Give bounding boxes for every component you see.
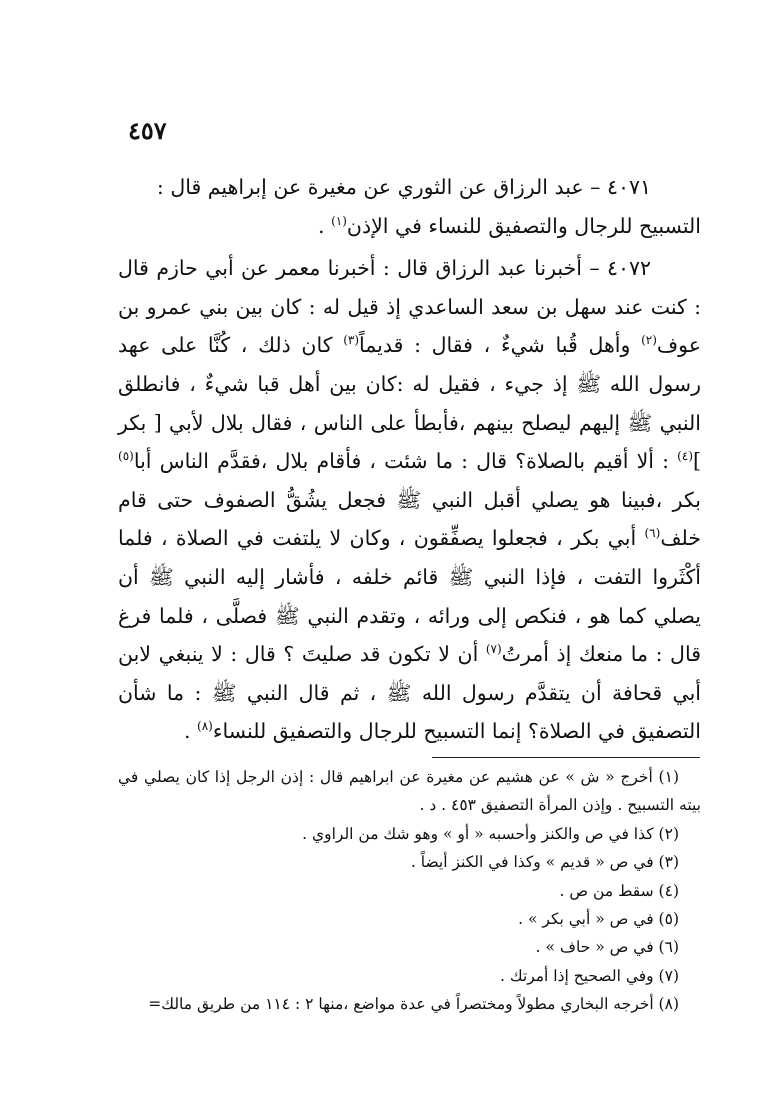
hadith-4072-text: أن لا تكون قد صليتَ ؟ قال : لا ينبغي لابن أبي قحافة أن يتقدَّم رسول الله ﷺ ، ثم قال النبي ﷺ : ما شأن التصفيق في الصلاة؟ إنما التسبيح للرجال والتصفيق للنساء bbox=[118, 642, 701, 744]
footnote-ref-1: (١) bbox=[331, 213, 347, 228]
footnote-6: (٦) في ص « حاف » . bbox=[535, 938, 679, 957]
hadith-4071 bbox=[118, 168, 701, 245]
footnote-2: (٢) كذا في ص والكنز وأحسبه « أو » وهو شك من الراوي . bbox=[302, 824, 679, 843]
footnote-ref-2: (٢) bbox=[641, 333, 657, 348]
footnote-5: (٥) في ص « أبي بكر » . bbox=[518, 910, 679, 929]
footnote-ref-4: (٤) bbox=[677, 449, 693, 464]
footnote-ref-7: (٧) bbox=[485, 642, 502, 657]
hadith-4072-text: ٤٠٧٢ – أخبرنا عبد الرزاق قال : أخبرنا معمر عن أبي حازم قال : كنت عند سهل بن سعد الساعدي إذ قيل له : كان بين بني عمرو بن عوف bbox=[118, 256, 701, 358]
hadith-4072 bbox=[118, 249, 701, 751]
footnote-ref-6: (٦) bbox=[644, 526, 661, 541]
main-text bbox=[118, 168, 701, 751]
footnote-3: (٣) في ص « قديم » وكذا في الكنز أيضاً . bbox=[410, 853, 679, 872]
footnote-ref-5: (٥) bbox=[118, 449, 134, 464]
footnote-8: (٨) أخرجه البخاري مطولاً ومختصراً في عدة مواضع ،منها ٢ : ١١٤ من طريق مالك= bbox=[148, 995, 679, 1014]
hadith-4072-text: بكر ،فبينا هو يصلي أقبل النبي ﷺ فجعل يشُقُّ الصفوف حتى قام خلف bbox=[118, 487, 701, 551]
hadith-4071-line-1: ٤٠٧١ – عبد الرزاق عن الثوري عن مغيرة عن إبراهيم قال : bbox=[156, 175, 651, 199]
footnote-divider bbox=[432, 757, 700, 758]
footnotes bbox=[118, 763, 701, 1019]
footnote-1: (١) أخرج « ش » عن هشيم عن مغيرة عن ابراهيم قال : إذن الرجل إذا كان يصلي في بيته التسبيح . وإذن المرأة التصفيق ٤٥٣ . د . bbox=[118, 768, 701, 815]
footnote-ref-3: (٣) bbox=[343, 333, 360, 348]
hadith-4072-text: : ألا أقيم بالصلاة؟ قال : ما شئت ، فأقام بلال ،فقدَّم الناس أبا bbox=[133, 449, 678, 474]
footnote-7: (٧) وفي الصحيح إذا أمرتك . bbox=[499, 966, 679, 985]
hadith-4072-text: كان ذلك ، كُنَّا على عهد رسول الله ﷺ إذ جيء ، فقيل له :كان بين أهل قبا شيءٌ ، فانطلق النبي ﷺ إليهم ليصلح بينهم ،فأبطأ على الناس ، فقال بلال لأبي [ بكر ] bbox=[118, 333, 701, 474]
hadith-4071-line-2: التسبيح للرجال والتصفيق للنساء في الإذن bbox=[346, 213, 701, 238]
footnote-ref-8: (٨) bbox=[197, 719, 213, 734]
page-number: ٤٥٧ bbox=[128, 116, 167, 145]
footnote-4: (٤) سقط من ص . bbox=[559, 881, 679, 900]
hadith-4072-text: أبي بكر ، فجعلوا يصفِّقون ، وكان لا يلتفت في الصلاة ، فلما أكْثَروا التفت ، فإذا النبي ﷺ قائم خلفه ، فأشار إليه النبي ﷺ أن يصلي كما هو ، فنكص إلى ورائه ، وتقدم النبي ﷺ فصلَّى ، فلما فرغ قال : ما منعك إذ أمرتُ bbox=[118, 526, 701, 667]
hadith-4072-text: وأهل قُبا شيءٌ ، فقال : قديماً bbox=[359, 333, 642, 358]
hadith-4072-end: . bbox=[183, 719, 198, 744]
hadith-4071-end: . bbox=[318, 213, 332, 238]
